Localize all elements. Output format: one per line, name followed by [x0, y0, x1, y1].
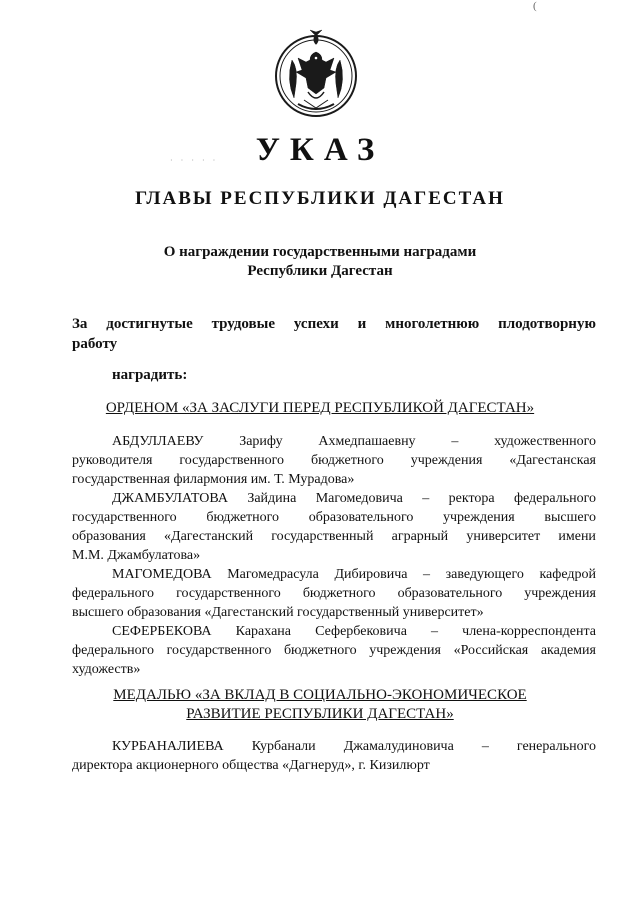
- text-line: [72, 527, 596, 546]
- word: аграрный: [391, 529, 449, 544]
- word: кафедрой: [539, 567, 596, 582]
- word: государственного: [166, 643, 272, 658]
- word: Зайдина: [247, 491, 297, 506]
- word: университет: [466, 529, 541, 544]
- word: генерального: [516, 739, 596, 754]
- word: заведующего: [445, 567, 524, 582]
- word: учреждения: [369, 643, 441, 658]
- award-list: [72, 737, 596, 775]
- word: МАГОМЕДОВА: [112, 567, 212, 582]
- word: Курбанали: [251, 739, 316, 754]
- word: СЕФЕРБЕКОВА: [112, 624, 212, 639]
- text-line: [72, 622, 596, 641]
- word: Магомедовича: [315, 491, 403, 506]
- word: достигнутые: [106, 316, 193, 332]
- word: федерального: [513, 491, 596, 506]
- award-verb: наградить:: [112, 367, 188, 383]
- text-line: директора акционерного общества «Дагнеруд», г. Кизилюрт: [72, 758, 430, 773]
- word: бюджетного: [311, 453, 384, 468]
- text-line: [72, 489, 596, 508]
- preamble: [72, 314, 596, 354]
- word: академия: [540, 643, 596, 658]
- word: ректора: [448, 491, 495, 506]
- word: успехи: [293, 316, 339, 332]
- word: высшего: [544, 510, 596, 525]
- word: учреждения: [524, 586, 596, 601]
- award-entry: [72, 432, 596, 489]
- word: Дибировича: [334, 567, 408, 582]
- word: плодотворную: [498, 316, 596, 332]
- text-line: [72, 584, 596, 603]
- page-subtitle: ГЛАВЫ РЕСПУБЛИКИ ДАГЕСТАН: [135, 188, 505, 209]
- text-line: М.М. Джамбулатова»: [72, 548, 201, 563]
- word: Ахмедпашаевну: [318, 434, 416, 449]
- coat-of-arms-icon: [272, 28, 360, 120]
- award-entry: [72, 622, 596, 679]
- text-line: [72, 641, 596, 660]
- word: государственного: [176, 586, 281, 601]
- award-entry: [72, 737, 596, 775]
- subject-line: Республики Дагестан: [247, 263, 393, 279]
- word: Джамалудиновича: [343, 739, 454, 754]
- word: «Дагестанская: [509, 453, 596, 468]
- word: государственного: [179, 453, 285, 468]
- text-line: [72, 508, 596, 527]
- word: Зарифу: [239, 434, 283, 449]
- word: учреждения: [443, 510, 515, 525]
- word: имени: [558, 529, 596, 544]
- word: образовательного: [397, 586, 503, 601]
- text-line: [72, 432, 596, 451]
- text-line: [72, 451, 596, 470]
- preamble-line: работу: [72, 336, 118, 352]
- text-line: государственная филармония им. Т. Мурадова»: [72, 472, 355, 487]
- section-heading-line: РАЗВИТИЕ РЕСПУБЛИКИ ДАГЕСТАН»: [186, 706, 454, 722]
- word: многолетнюю: [385, 316, 480, 332]
- corner-mark: (: [533, 0, 537, 12]
- word: «Российская: [453, 643, 529, 658]
- word: бюджетного: [206, 510, 280, 525]
- page-title: УКАЗ: [255, 132, 385, 168]
- section-heading-line: МЕДАЛЬЮ «ЗА ВКЛАД В СОЦИАЛЬНО-ЭКОНОМИЧЕСКОЕ: [113, 687, 527, 703]
- word: –: [481, 739, 489, 754]
- word: федерального: [72, 643, 155, 658]
- word: –: [423, 567, 431, 582]
- word: –: [451, 434, 459, 449]
- word: –: [431, 624, 439, 639]
- text-line: художеств»: [72, 662, 141, 677]
- word: Магомедрасула: [227, 567, 319, 582]
- decree-subject: [150, 243, 490, 281]
- award-entry: [72, 489, 596, 565]
- word: ДЖАМБУЛАТОВА: [112, 491, 228, 506]
- word: Сефербековича: [315, 624, 407, 639]
- word: художественного: [494, 434, 596, 449]
- word: образования: [72, 529, 146, 544]
- preamble-line: [72, 314, 596, 334]
- word: государственный: [271, 529, 374, 544]
- award-list: [72, 432, 596, 679]
- word: члена-корреспондента: [462, 624, 596, 639]
- word: государственного: [72, 510, 177, 525]
- text-line: [72, 737, 596, 756]
- subject-line: О награждении государственными наградами: [163, 244, 477, 260]
- text-line: высшего образования «Дагестанский государственный университет»: [72, 605, 484, 620]
- section-heading: [0, 399, 640, 418]
- scan-dots: · · · · ·: [170, 156, 219, 165]
- word: учреждения: [410, 453, 483, 468]
- word: федерального: [72, 586, 155, 601]
- word: Карахана: [235, 624, 291, 639]
- word: бюджетного: [302, 586, 376, 601]
- word: руководителя: [72, 453, 153, 468]
- text-line: [72, 565, 596, 584]
- award-entry: [72, 565, 596, 622]
- word: КУРБАНАЛИЕВА: [112, 739, 224, 754]
- section-heading-line: ОРДЕНОМ «ЗА ЗАСЛУГИ ПЕРЕД РЕСПУБЛИКОЙ ДАГЕСТАН»: [105, 400, 535, 416]
- word: бюджетного: [283, 643, 357, 658]
- word: –: [422, 491, 430, 506]
- word: «Дагестанский: [164, 529, 254, 544]
- word: АБДУЛЛАЕВУ: [112, 434, 204, 449]
- section-heading: [0, 686, 640, 724]
- word: и: [357, 316, 367, 332]
- word: трудовые: [211, 316, 276, 332]
- word: За: [72, 316, 88, 332]
- word: образовательного: [308, 510, 414, 525]
